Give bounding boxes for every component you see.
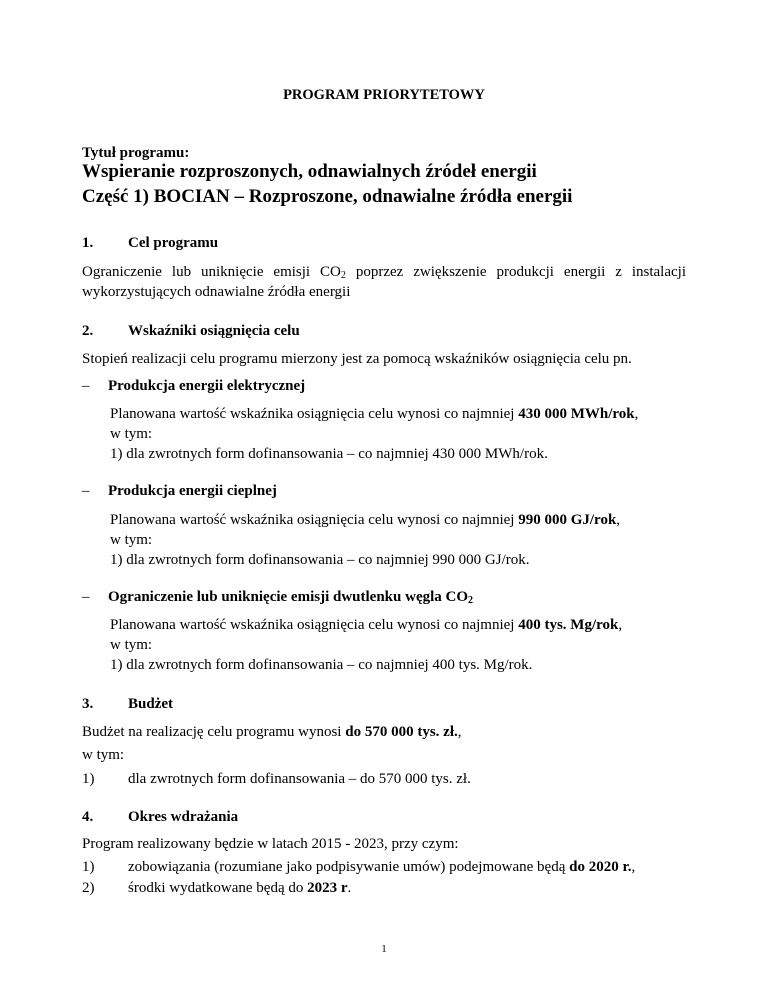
section-4-item-2: 2) środki wydatkowane będą do 2023 r. — [82, 880, 352, 896]
section-4-item-1: 1) zobowiązania (rozumiane jako podpisywanie umów) podejmowane będą do 2020 r., — [82, 859, 636, 875]
program-title-line-1: Wspieranie rozproszonych, odnawialnych źródeł energii — [82, 161, 537, 182]
indicator-2-title: – Produkcja energii cieplnej — [82, 481, 686, 501]
indicator-2-subitem: 1) dla zwrotnych form dofinansowania – co najmniej 990 000 GJ/rok. — [110, 552, 530, 568]
section-4-title: Okres wdrażania — [128, 809, 239, 825]
indicator-1-in-that: w tym: — [110, 426, 153, 442]
document-title: PROGRAM PRIORYTETOWY — [283, 87, 485, 103]
co2-subscript: 2 — [468, 595, 474, 606]
indicator-3-title: – Ograniczenie lub uniknięcie emisji dwutlenku węgla $CO_2$ — [82, 589, 474, 606]
indicator-1-value: 430 000 MWh/rok — [518, 406, 635, 422]
indicator-2-in-that: w tym: — [110, 532, 153, 548]
section-2-intro: Stopień realizacji celu programu mierzony jest za pomocą wskaźników osiągnięcia celu pn. — [82, 351, 632, 367]
budget-value: do 570 000 tys. zł. — [345, 724, 458, 740]
section-1-number: 1. — [82, 235, 94, 251]
dash-bullet: – — [82, 589, 90, 605]
program-title-line-2: Część 1) BOCIAN – Rozproszone, odnawialne źródła energii — [82, 186, 573, 207]
indicator-1-text: Planowana wartość wskaźnika osiągnięcia celu wynosi co najmniej 430 000 MWh/rok, — [110, 406, 639, 422]
section-3-item-1: 1) dla zwrotnych form dofinansowania – do 570 000 tys. zł. — [82, 771, 471, 787]
section-2-number: 2. — [82, 323, 94, 339]
section-4-intro: Program realizowany będzie w latach 2015 - 2023, przy czym: — [82, 836, 459, 852]
section-1-text: Ograniczenie lub uniknięcie emisji $CO_2$ poprzez zwiększenie produkcji energii z instalacji wykorzystujących odnawialne źródła energii — [82, 264, 686, 301]
section-3-number: 3. — [82, 696, 94, 712]
section-3-in-that: w tym: — [82, 747, 125, 763]
section-4-number: 4. — [82, 809, 94, 825]
section-3-text: Budżet na realizację celu programu wynosi do 570 000 tys. zł., — [82, 724, 462, 740]
section-2-title: Wskaźniki osiągnięcia celu — [128, 323, 300, 339]
indicator-2-text: Planowana wartość wskaźnika osiągnięcia celu wynosi co najmniej 990 000 GJ/rok, — [110, 512, 621, 528]
dash-bullet: – — [82, 378, 90, 394]
section-3-title: Budżet — [128, 696, 173, 712]
indicator-3-in-that: w tym: — [110, 637, 153, 653]
section-1-title: Cel programu — [128, 235, 219, 251]
page-number: 1 — [381, 943, 387, 955]
dash-bullet: – — [82, 483, 90, 499]
program-title-label: Tytuł programu: — [82, 145, 190, 161]
section-1-heading — [82, 233, 686, 253]
section-4-heading — [82, 807, 686, 827]
section-3-heading — [82, 694, 686, 714]
indicator-2-value: 990 000 GJ/rok — [518, 512, 617, 528]
indicator-1-title: – Produkcja energii elektrycznej — [82, 376, 686, 396]
co2-subscript: 2 — [340, 270, 346, 281]
indicator-1-subitem: 1) dla zwrotnych form dofinansowania – co najmniej 430 000 MWh/rok. — [110, 446, 548, 462]
indicator-3-value: 400 tys. Mg/rok — [518, 617, 619, 633]
indicator-3-text: Planowana wartość wskaźnika osiągnięcia celu wynosi co najmniej 400 tys. Mg/rok, — [110, 617, 623, 633]
section-2-heading — [82, 321, 686, 341]
indicator-3-subitem: 1) dla zwrotnych form dofinansowania – co najmniej 400 tys. Mg/rok. — [110, 657, 533, 673]
